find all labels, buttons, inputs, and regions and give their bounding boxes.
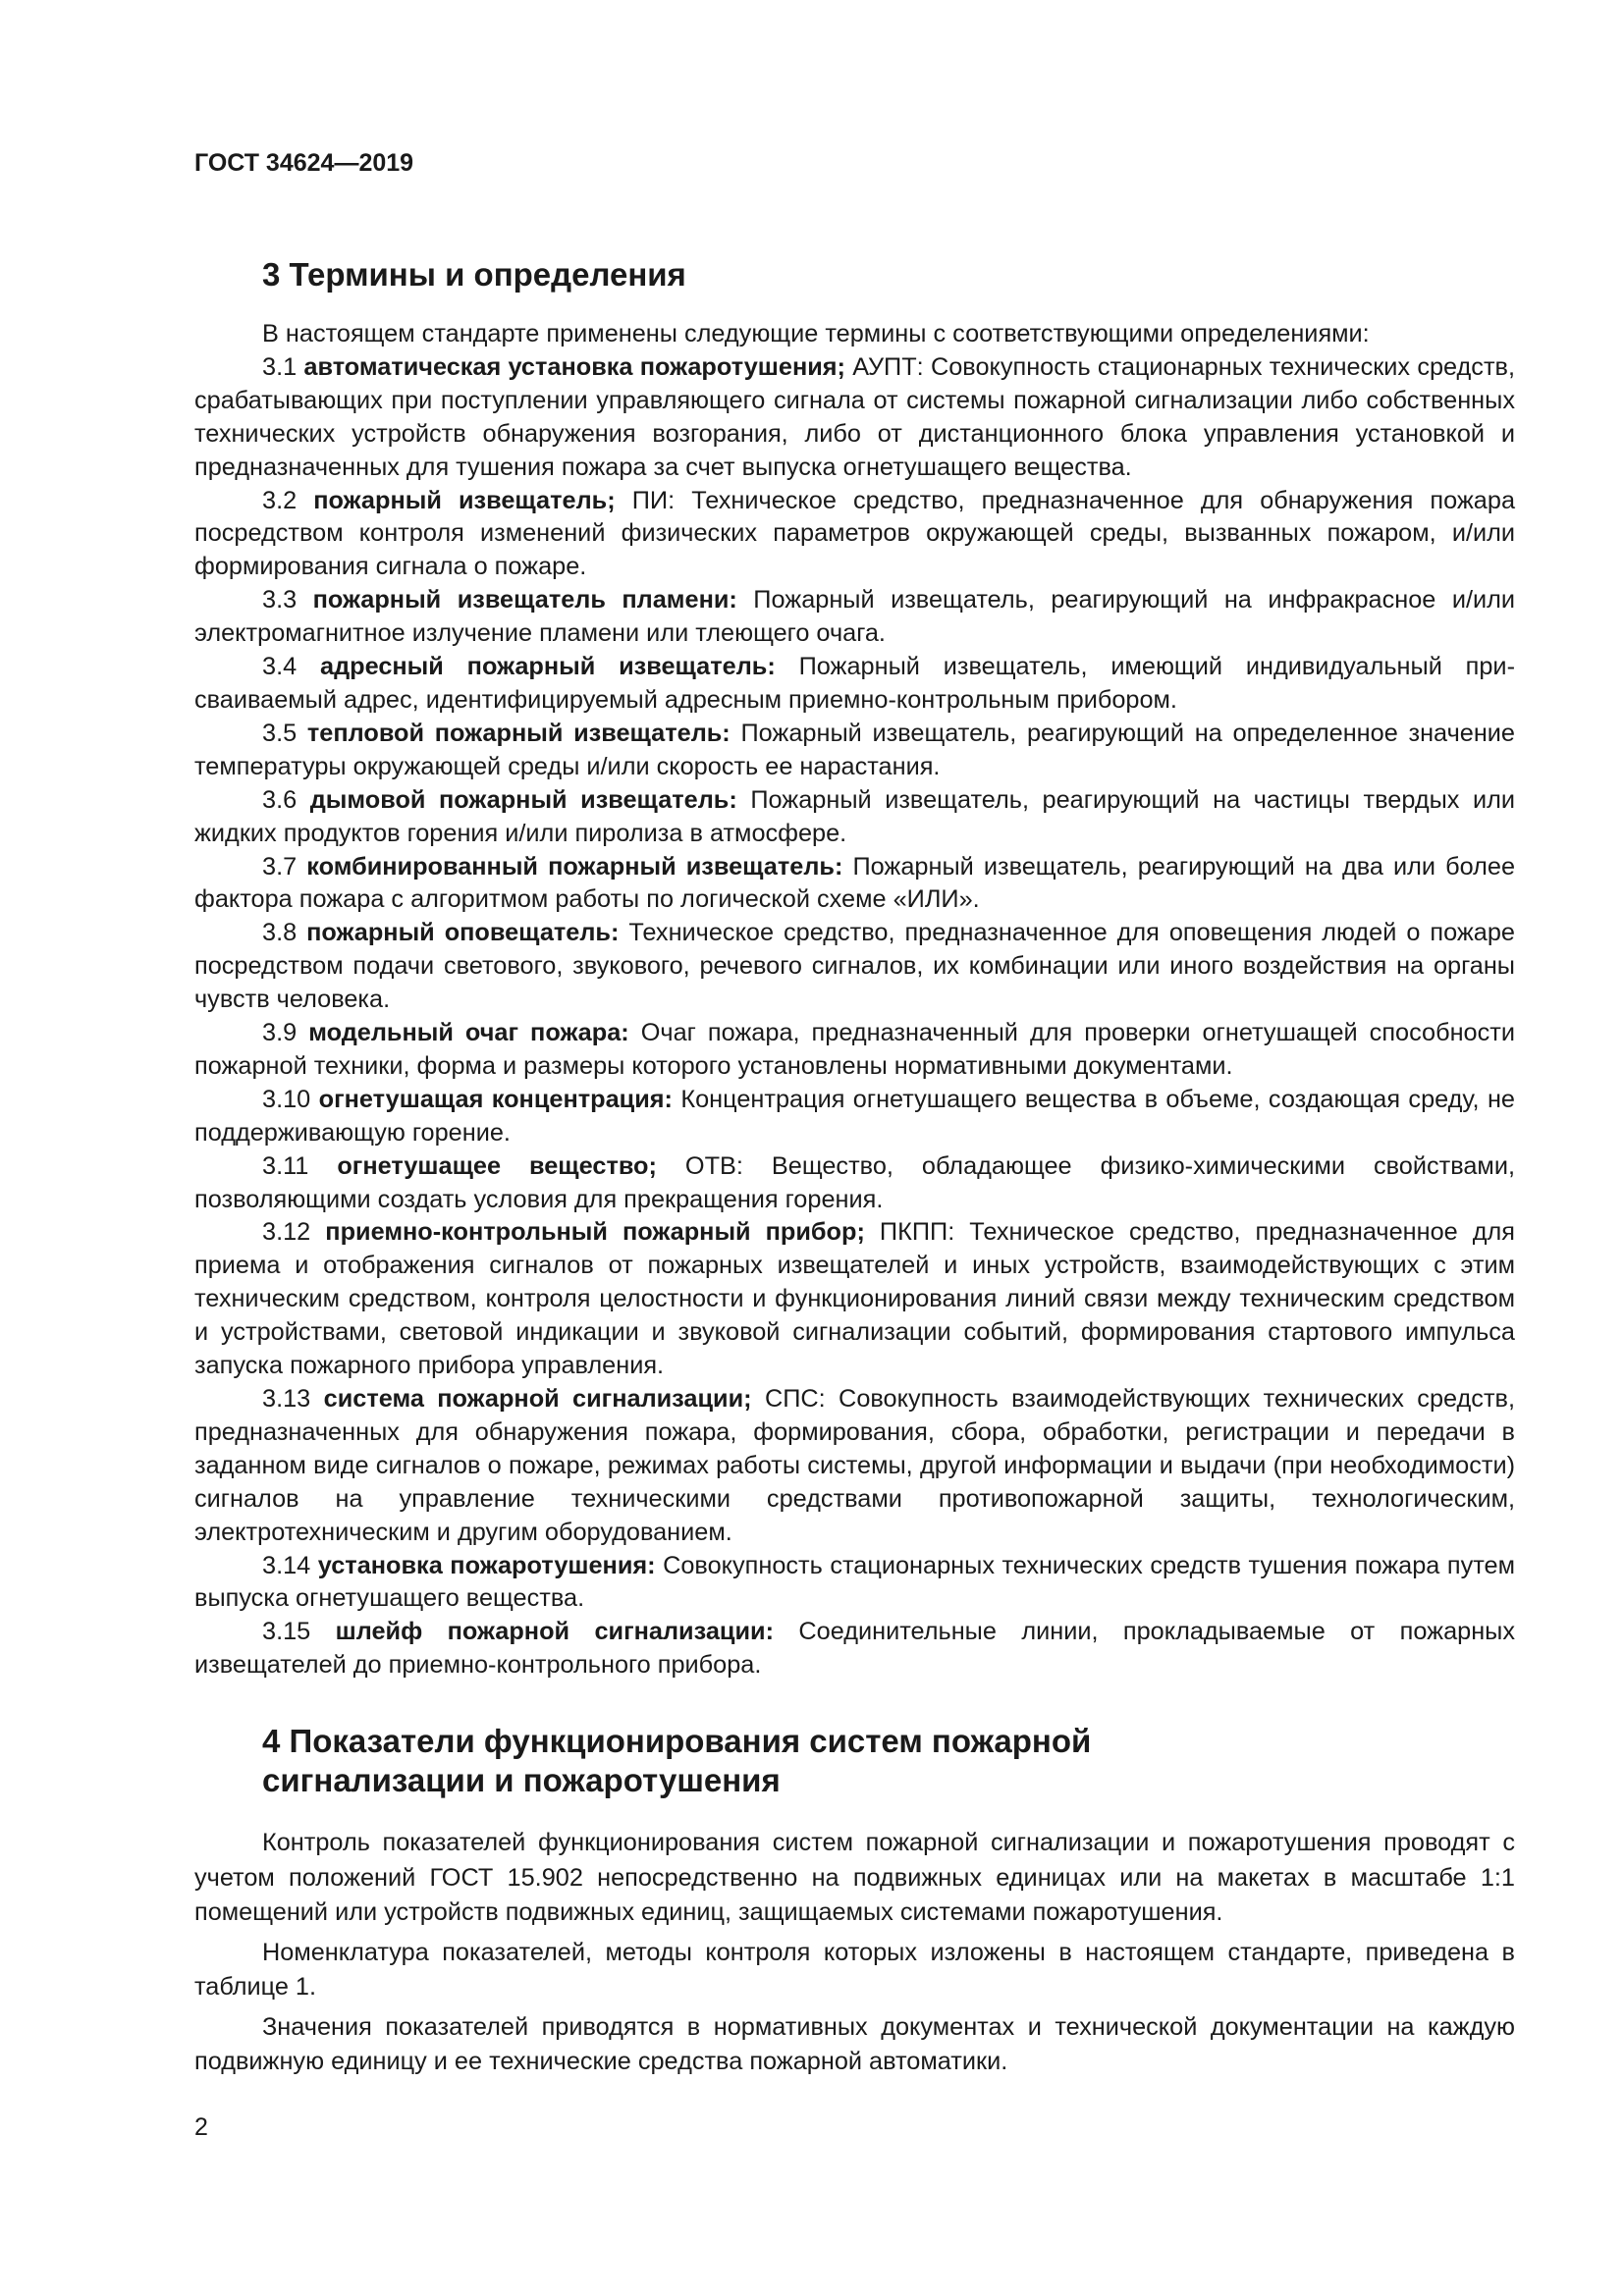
term-number: 3.6	[262, 785, 298, 814]
term-definition	[194, 1550, 1515, 1617]
term-definition-text: Техническое средство, предназначенное для оповещения людей о пожаре посредством подачи светового, звукового, речевого сигналов, их комбинации или иного воздействия на органы чувств человека.	[194, 919, 1515, 1014]
term-definition	[194, 1616, 1515, 1682]
term-number: 3.12	[262, 1218, 311, 1247]
term-number: 3.15	[262, 1618, 311, 1646]
term-number: 3.1	[262, 352, 298, 381]
section-4-body	[194, 1826, 1515, 2080]
term-definition-text: Пожарный извещатель, реагирующий на инфракрасное и/или электромагнитное излучение пламени или тлеющего очага.	[194, 586, 1515, 648]
term-definition-text: ПКПП: Техническое средство, предназначенное для приема и отображения сигналов от пожарных извещателей и иных устройств, взаимодействующих с этим техническим средством, контроля целостности и функционирования линий связи между техническим средством и устройствами, световой индикации и звуковой сигнализации событий, формирования стартового импульса запуска пожарного прибора управления.	[194, 1218, 1515, 1380]
term-definition	[194, 351, 1515, 485]
term-name: модельный очаг пожара:	[308, 1019, 629, 1047]
section-4-title: 4 Показатели функционирования систем пожарной сигнализации и пожаротушения	[262, 1723, 1092, 1799]
term-name: тепловой пожарный извещатель:	[306, 719, 731, 747]
term-name: огнетушащая концентрация:	[318, 1085, 673, 1113]
term-name: пожарный извещатель;	[313, 486, 616, 514]
term-name: адресный пожарный извещатель:	[320, 653, 776, 681]
term-number: 3.3	[262, 586, 298, 614]
term-number: 3.13	[262, 1385, 311, 1413]
term-definition-text: ПИ: Техническое средство, предназначенное для обнаружения пожара посредством контроля изменений физических параметров окружающей среды, вызванных пожаром, и/или формирования сигнала о пожаре.	[194, 486, 1516, 581]
section-3-title: 3 Термины и определения	[262, 256, 686, 293]
term-definition	[194, 651, 1515, 718]
term-definition	[194, 917, 1515, 1017]
standard-code-header: ГОСТ 34624—2019	[194, 149, 414, 177]
term-definition	[194, 851, 1515, 918]
term-definition-text: Пожарный извещатель, реагирующий на два или более фактора пожара с алгоритмом работы по логической схеме «ИЛИ».	[194, 852, 1516, 914]
section-4-paragraph: Номенклатура показателей, методы контроля которых изложены в настоящем стандарте, приведена в таблице 1.	[194, 1938, 1515, 2002]
term-number: 3.10	[262, 1085, 311, 1113]
section-4-paragraph: Значения показателей приводятся в нормативных документах и технической документации на каждую подвижную единицу и ее технические средства пожарной автоматики.	[194, 2012, 1515, 2076]
term-name: дымовой пожарный извещатель:	[309, 785, 737, 814]
term-number: 3.4	[262, 653, 298, 681]
term-name: автоматическая установка пожаротушения;	[303, 352, 845, 381]
term-definition	[194, 784, 1515, 851]
term-definition	[194, 1017, 1515, 1084]
term-number: 3.14	[262, 1551, 311, 1579]
term-definition-text: Совокупность стационарных технических средств тушения пожара путем выпуска огнетушащего вещества.	[194, 1551, 1516, 1613]
term-name: система пожарной сигнализации;	[323, 1385, 752, 1413]
term-number: 3.2	[262, 486, 298, 514]
term-name: пожарный извещатель пламени:	[312, 586, 737, 614]
term-definition-text: Очаг пожара, предназначенный для проверки огнетушащей способности пожарной техники, форма и размеры которого установлены нормативными документами.	[194, 1019, 1515, 1080]
term-number: 3.11	[262, 1151, 309, 1180]
term-definition	[194, 485, 1515, 585]
section-4-paragraph: Контроль показателей функционирования систем пожарной сигнализации и пожаротушения проводят с учетом положений ГОСТ 15.902 непосредственно на подвижных единицах или на макетах в масштабе 1:1 помещений или устройств подвижных единиц, защищаемых системами пожаротушения.	[194, 1829, 1515, 1927]
term-name: приемно-контрольный пожарный прибор;	[325, 1218, 865, 1247]
term-definition-text: Пожарный извещатель, реагирующий на частицы твердых или жидких продуктов горения и/или пиролиза в атмосфере.	[194, 785, 1515, 847]
term-number: 3.9	[262, 1019, 298, 1047]
term-name: пожарный оповещатель:	[306, 919, 620, 947]
term-definition-text: АУПТ: Совокупность стационарных технических средств, срабатывающих при поступлении управляющего сигнала от системы пожарной сигнализации либо собственных технических устройств обнаружения возгорания, либо от дистанционного блока управления установкой и предназначенных для тушения пожара за счет выпуска огнетушащего вещества.	[194, 352, 1516, 481]
term-definition	[194, 718, 1515, 784]
page-number: 2	[194, 2113, 208, 2141]
term-name: комбинированный пожарный извещатель:	[306, 852, 843, 881]
term-number: 3.8	[262, 919, 298, 947]
term-definition	[194, 1150, 1515, 1217]
term-name: огнетушащее вещество;	[337, 1151, 657, 1180]
term-definition-text: Концентрация огнетушащего вещества в объеме, создающая среду, не поддерживающую горение.	[194, 1085, 1515, 1147]
term-definition-text: СПС: Совокупность взаимодействующих технических средств, предназначенных для обнаружения пожара, формирования, сбора, обработки, регистрации и передачи в заданном виде сигналов о пожаре, режимах работы системы, другой информации и выдачи (при необходимости) сигналов на управление техническими средствами противопожарной защиты, технологическим, электротехническим и другим оборудованием.	[194, 1385, 1515, 1546]
terms-list	[194, 351, 1515, 1682]
term-definition-text: ОТВ: Вещество, обладающее физико-химическими свойствами, позволяющими создать условия для прекращения горения.	[194, 1151, 1515, 1213]
term-number: 3.7	[262, 852, 298, 881]
term-definition	[194, 1216, 1515, 1383]
term-name: шлейф пожарной сигнализации:	[335, 1618, 774, 1646]
section-3-intro: В настоящем стандарте применены следующие термины с соответствующими определениями:	[262, 320, 1370, 347]
term-definition	[194, 584, 1515, 651]
term-definition	[194, 1383, 1515, 1550]
term-name: установка пожаротушения:	[317, 1551, 656, 1579]
term-definition-text: Пожарный извещатель, имеющий индивидуальный присваиваемый адрес, идентифицируемый адресным приемно-контрольным прибором.	[194, 653, 1515, 714]
term-definition	[194, 1084, 1515, 1150]
term-number: 3.5	[262, 719, 298, 747]
term-definition-text: Соединительные линии, прокладываемые от пожарных извещателей до приемно-контрольного прибора.	[194, 1618, 1516, 1680]
term-definition-text: Пожарный извещатель, реагирующий на определенное значение температуры окружающей среды и/или скорость ее нарастания.	[194, 719, 1515, 780]
document-page	[194, 147, 1515, 2085]
